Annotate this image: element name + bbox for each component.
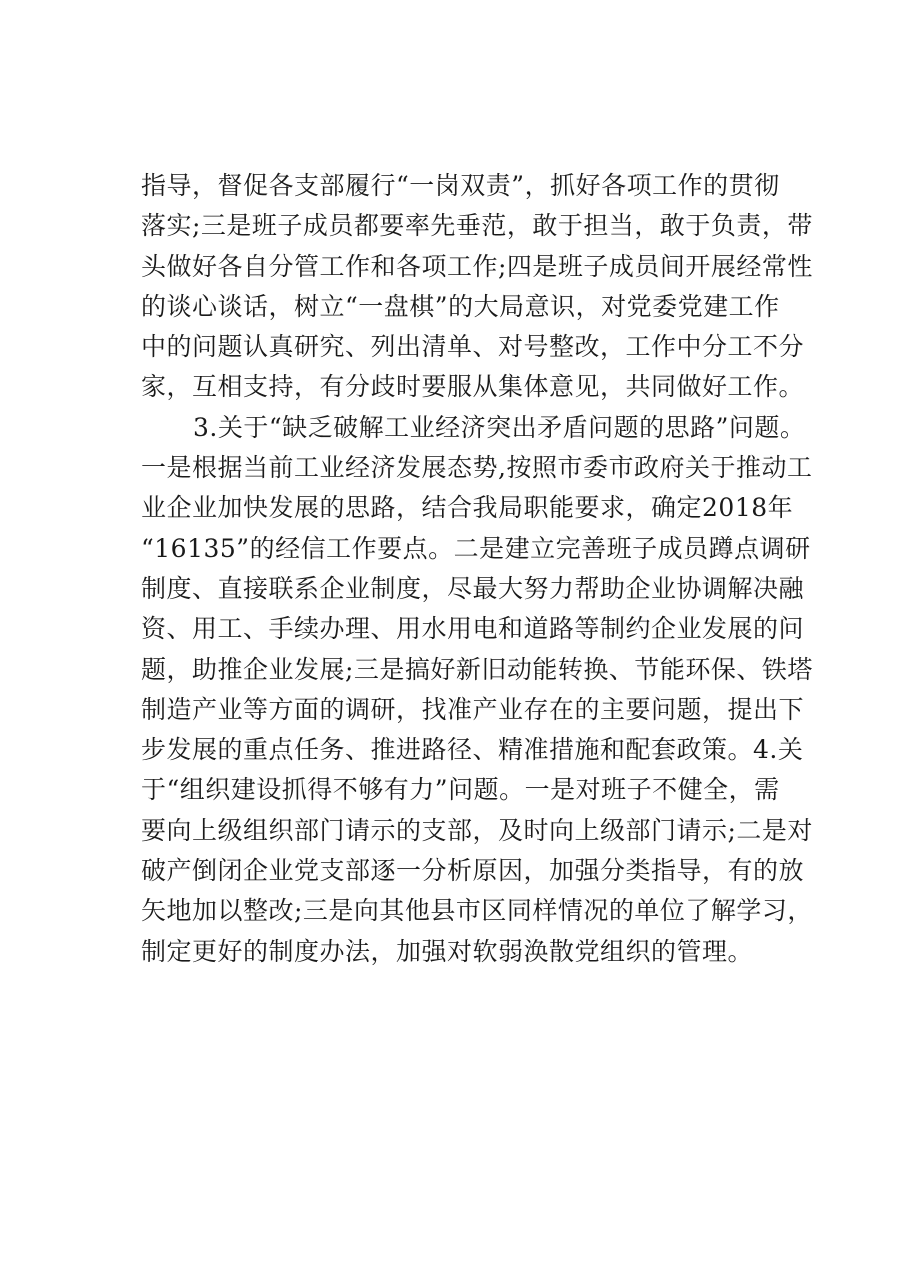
text-line: 指导，督促各支部履行“一岗双责”，抓好各项工作的贯彻: [141, 171, 780, 200]
text-line: 资、用工、手续办理、用水用电和道路等制约企业发展的问: [141, 614, 805, 644]
text-line: 制造产业等方面的调研，找准产业存在的主要问题，提出下: [141, 694, 805, 724]
text-line: 步发展的重点任务、推进路径、精准措施和配套政策。4.关: [141, 735, 804, 765]
text-line: 制定更好的制度办法，加强对软弱涣散党组织的管理。: [141, 936, 754, 966]
text-line: 于“组织建设抓得不够有力”问题。一是对班子不健全，需: [141, 775, 780, 805]
text-line: 一是根据当前工业经济发展态势,按照市委市政府关于推动工: [141, 453, 813, 483]
text-line: 家，互相支持，有分歧时要服从集体意见，共同做好工作。: [141, 372, 805, 402]
text-line: 头做好各自分管工作和各项工作;四是班子成员间开展经常性: [141, 251, 813, 281]
text-line: 矢地加以整改;三是向其他县市区同样情况的单位了解学习，: [141, 896, 813, 926]
text-line: 落实;三是班子成员都要率先垂范，敢于担当，敢于负责，带: [141, 211, 813, 241]
text-line: 要向上级组织部门请示的支部，及时向上级部门请示;二是对: [141, 815, 813, 845]
text-line: 题，助推企业发展;三是搞好新旧动能转换、节能环保、铁塔: [141, 654, 813, 684]
section-heading-line: 3.关于“缺乏破解工业经济突出矛盾问题的思路”问题。: [193, 412, 806, 442]
text-line: 破产倒闭企业党支部逐一分析原因，加强分类指导，有的放: [141, 856, 805, 886]
text-line: 制度、直接联系企业制度，尽最大努力帮助企业协调解决融: [141, 573, 805, 603]
body-text: [141, 166, 841, 972]
text-line: 业企业加快发展的思路，结合我局职能要求，确定2018年: [141, 493, 794, 523]
text-line: “16135”的经信工作要点。二是建立完善班子成员蹲点调研: [141, 533, 811, 563]
text-line: 的谈心谈话，树立“一盘棋”的大局意识，对党委党建工作: [141, 291, 780, 321]
text-line: 中的问题认真研究、列出清单、对号整改，工作中分工不分: [141, 332, 805, 362]
